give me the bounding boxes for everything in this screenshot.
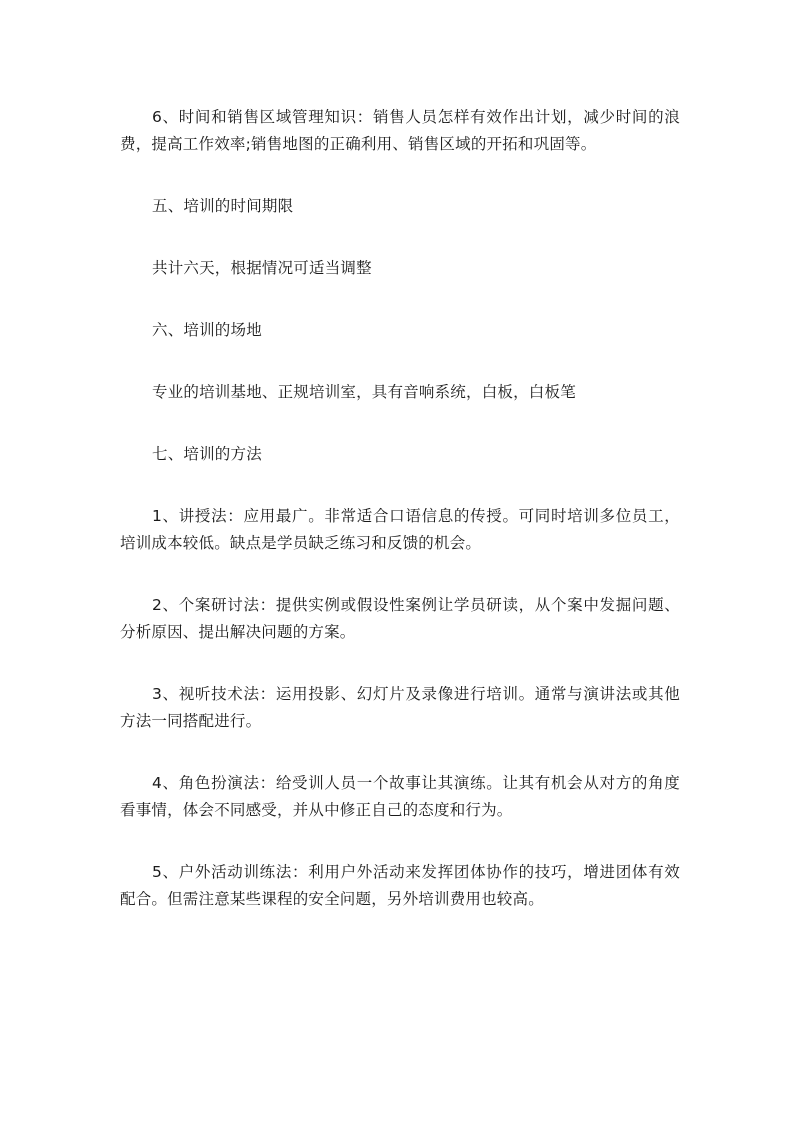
paragraph-outdoor-training-method: 5、户外活动训练法：利用户外活动来发挥团体协作的技巧，增进团体有效配合。但需注意某些课程的安全问题，另外培训费用也较高。	[120, 863, 680, 908]
heading-training-methods: 七、培训的方法	[152, 445, 262, 463]
paragraph-lecture-method: 1、讲授法：应用最广。非常适合口语信息的传授。可同时培训多位员工，培训成本较低。缺点是学员缺乏练习和反馈的机会。	[120, 507, 680, 552]
heading-training-venue: 六、培训的场地	[152, 321, 262, 339]
paragraph-role-play-method: 4、角色扮演法：给受训人员一个故事让其演练。让其有机会从对方的角度看事情，体会不同感受，并从中修正自己的态度和行为。	[120, 774, 680, 819]
paragraph-training-venue: 专业的培训基地、正规培训室，具有音响系统，白板，白板笔	[152, 383, 576, 401]
paragraph-time-area-management: 6、时间和销售区域管理知识：销售人员怎样有效作出计划，减少时间的浪费，提高工作效率;销售地图的正确利用、销售区域的开拓和巩固等。	[120, 108, 680, 153]
paragraph-audiovisual-method: 3、视听技术法：运用投影、幻灯片及录像进行培训。通常与演讲法或其他方法一同搭配进行。	[120, 685, 680, 730]
paragraph-case-study-method: 2、个案研讨法：提供实例或假设性案例让学员研读，从个案中发掘问题、分析原因、提出解决问题的方案。	[120, 596, 680, 641]
heading-training-duration: 五、培训的时间期限	[152, 197, 294, 215]
paragraph-training-duration: 共计六天，根据情况可适当调整	[152, 259, 372, 277]
document-body	[120, 104, 680, 913]
